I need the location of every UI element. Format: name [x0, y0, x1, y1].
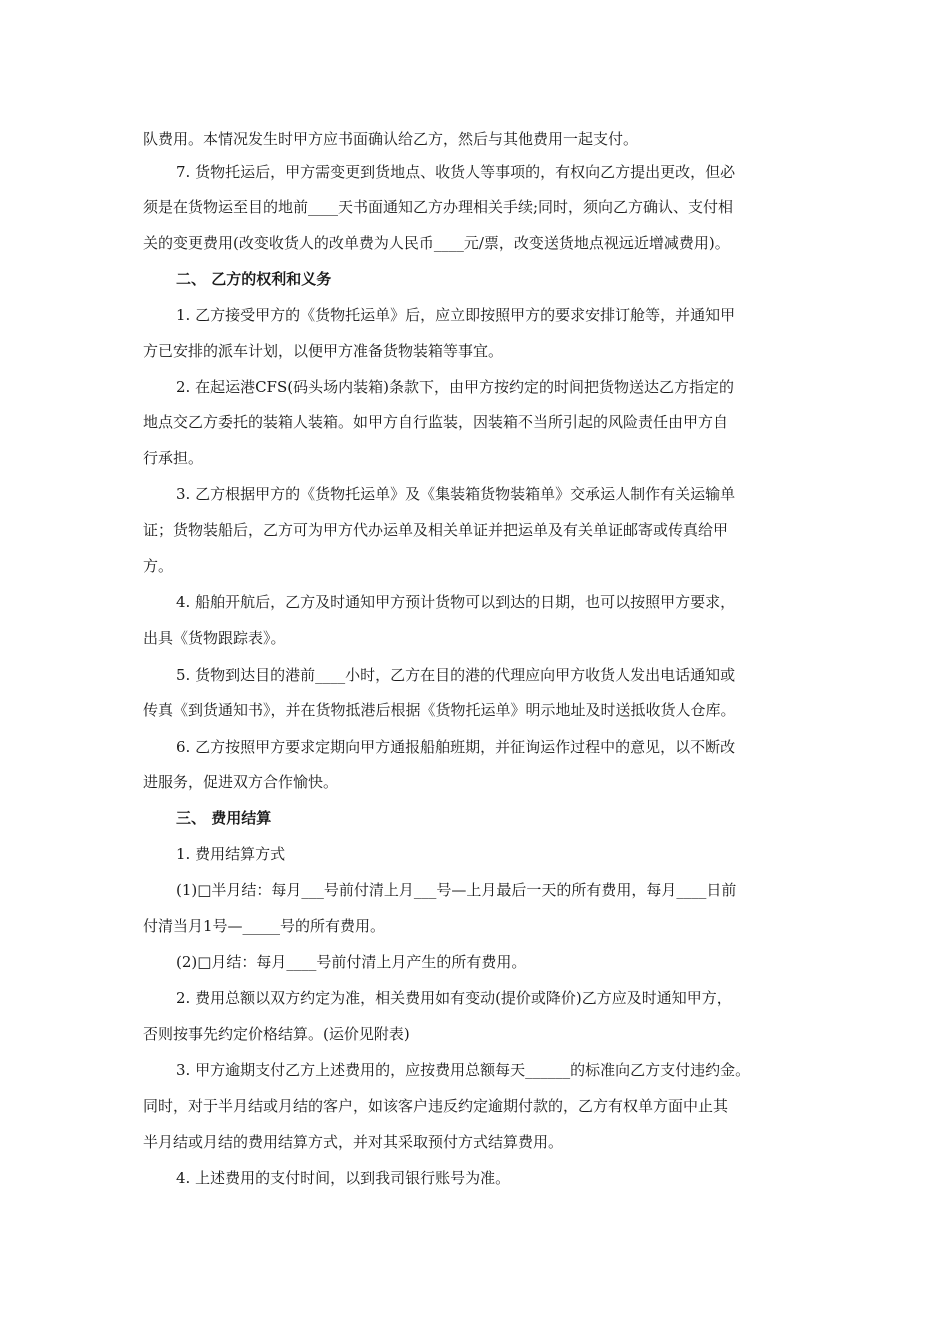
- paragraph-line: 6. 乙方按照甲方要求定期向甲方通报船舶班期，并征询运作过程中的意见，以不断改: [176, 738, 736, 756]
- paragraph-line: 半月结或月结的费用结算方式，并对其采取预付方式结算费用。: [143, 1133, 564, 1151]
- paragraph-line: 队费用。本情况发生时甲方应书面确认给乙方，然后与其他费用一起支付。: [143, 130, 639, 148]
- paragraph-line: 7. 货物托运后，甲方需变更到货地点、收货人等事项的，有权向乙方提出更改，但必: [176, 163, 736, 181]
- paragraph-line: 关的变更费用(改变收货人的改单费为人民币____元/票，改变送货地点视远近增减费用)。: [143, 234, 730, 252]
- paragraph-line: 5. 货物到达目的港前____小时，乙方在目的港的代理应向甲方收货人发出电话通知或: [176, 666, 736, 684]
- paragraph-line: 2. 在起运港CFS(码头场内装箱)条款下，由甲方按约定的时间把货物送达乙方指定的: [176, 378, 734, 396]
- paragraph-line: 4. 船舶开航后，乙方及时通知甲方预计货物可以到达的日期，也可以按照甲方要求，: [176, 593, 736, 611]
- paragraph-line: 须是在货物运至目的地前____天书面通知乙方办理相关手续;同时，须向乙方确认、支付相: [143, 198, 734, 216]
- paragraph-line: 4. 上述费用的支付时间，以到我司银行账号为准。: [176, 1169, 511, 1187]
- paragraph-line: 1. 乙方接受甲方的《货物托运单》后，应立即按照甲方的要求安排订舱等，并通知甲: [176, 306, 736, 324]
- paragraph-line: 方。: [143, 557, 174, 575]
- paragraph-line: 方已安排的派车计划，以便甲方准备货物装箱等事宜。: [143, 342, 504, 360]
- paragraph-line: 进服务，促进双方合作愉快。: [143, 773, 339, 791]
- paragraph-line: 地点交乙方委托的装箱人装箱。如甲方自行监装，因装箱不当所引起的风险责任由甲方自: [143, 413, 729, 431]
- paragraph-line: 3. 乙方根据甲方的《货物托运单》及《集装箱货物装箱单》交承运人制作有关运输单: [176, 485, 736, 503]
- paragraph-line: 传真《到货通知书》，并在货物抵港后根据《货物托运单》明示地址及时送抵收货人仓库。: [143, 701, 736, 719]
- paragraph-line: 出具《货物跟踪表》。: [143, 629, 286, 647]
- paragraph-line: 3. 甲方逾期支付乙方上述费用的，应按费用总额每天______的标准向乙方支付违约金。: [176, 1061, 751, 1079]
- paragraph-line: (2)□月结：每月____号前付清上月产生的所有费用。: [176, 953, 527, 971]
- paragraph-line: 行承担。: [143, 449, 204, 467]
- paragraph-line: 否则按事先约定价格结算。(运价见附表): [143, 1025, 410, 1043]
- paragraph-line: 1. 费用结算方式: [176, 845, 286, 863]
- paragraph-line: 2. 费用总额以双方约定为准，相关费用如有变动(提价或降价)乙方应及时通知甲方，: [176, 989, 732, 1007]
- paragraph-line: 付清当月1号—_____号的所有费用。: [143, 917, 386, 935]
- paragraph-line: (1)□半月结：每月___号前付清上月___号—上月最后一天的所有费用，每月____日前: [176, 881, 737, 899]
- paragraph-line: 同时，对于半月结或月结的客户，如该客户违反约定逾期付款的，乙方有权单方面中止其: [143, 1097, 729, 1115]
- paragraph-line: 证；货物装船后，乙方可为甲方代办运单及相关单证并把运单及有关单证邮寄或传真给甲: [143, 521, 729, 539]
- section-heading: 二、 乙方的权利和义务: [176, 270, 332, 288]
- section-heading: 三、 费用结算: [176, 809, 272, 827]
